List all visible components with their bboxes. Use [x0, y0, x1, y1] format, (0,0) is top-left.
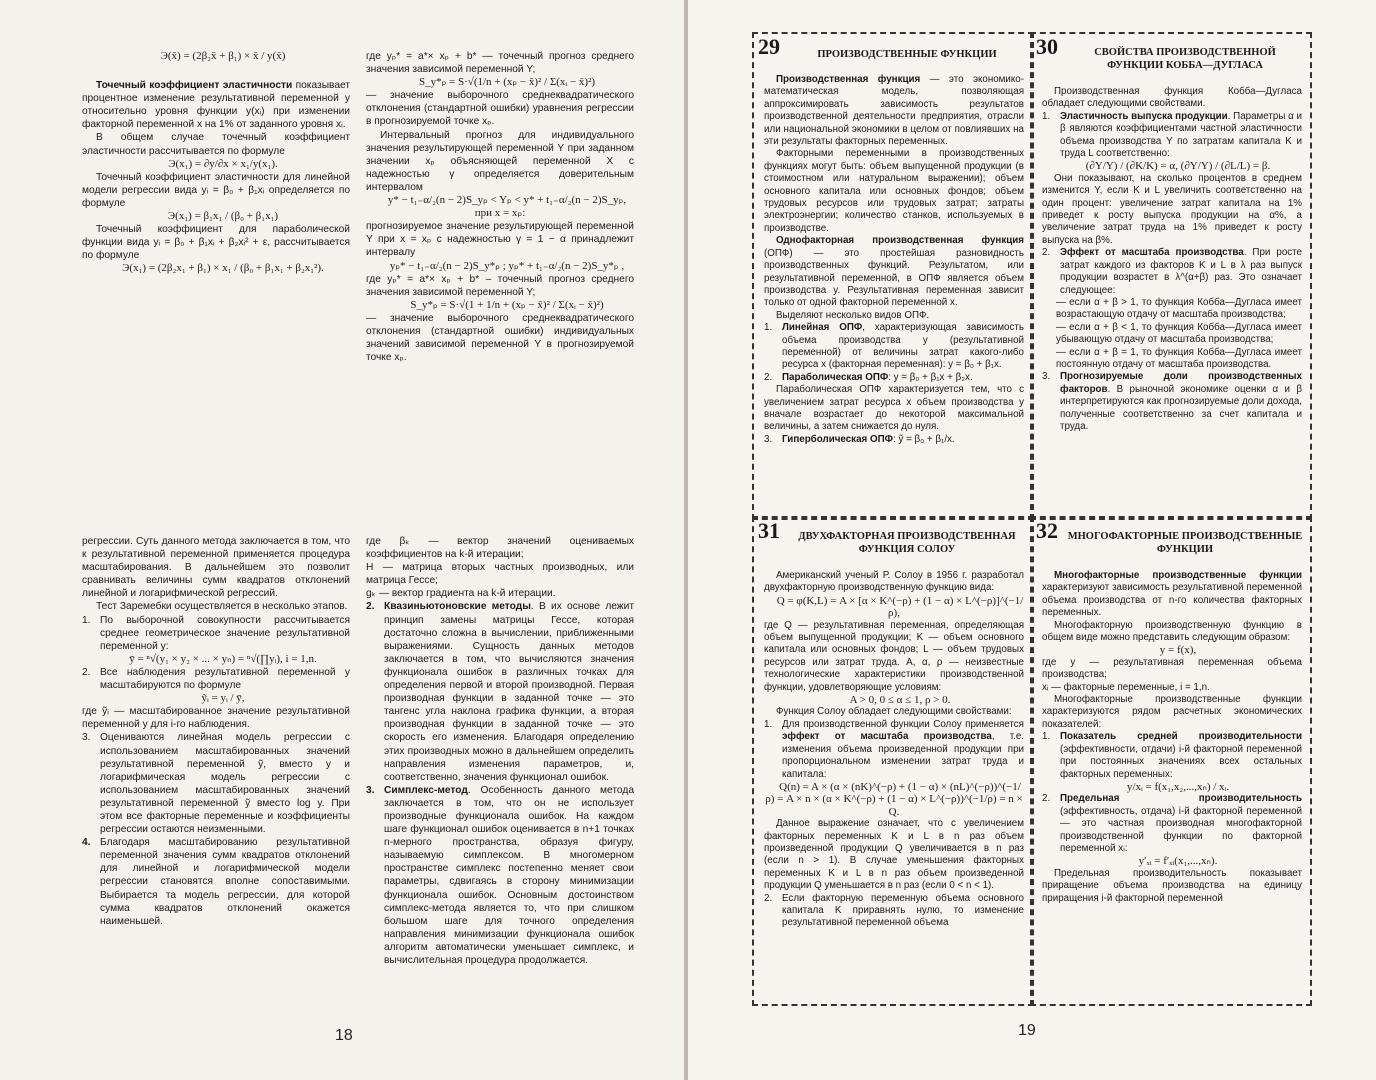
formula-std-error-individual: S_y*ₚ = S·√(1 + 1/n + (xₚ − x̄)² / Σ(xᵢ − x̄)²)	[410, 298, 604, 311]
term-output-elasticity: Эластичность выпуска продукции	[1060, 110, 1228, 122]
formula-average-productivity: y/xᵢ = f(x₁,x₂,...,xₙ) / xᵢ.	[1126, 780, 1230, 793]
card-32	[1030, 516, 1312, 1006]
paragraph	[82, 79, 350, 131]
paragraph: Американский ученый Р. Солоу в 1956 г. разработал двухфакторную производственную функцию вида:	[764, 570, 1024, 594]
properties-list	[1042, 111, 1302, 434]
term-marginal-productivity: Предельная производительность	[1060, 793, 1302, 805]
list-item-text: Если факторную переменную объема основного капитала K приравнять нулю, то изменение результативной переменной объема	[782, 892, 1024, 929]
paragraph-text: показывает процентное изменение результативной переменной у относительно уровня функции y(xᵢ) при изменении факторной переменной x на 1% от заданного уровня xᵢ.	[82, 80, 350, 131]
page-number: 18	[335, 1027, 353, 1044]
paragraph: Данное выражение означает, что с увеличением факторных переменных K и L в n раз объем произведенной продукции Q увеличивается в n раз (если n > 1). В случае уменьшения факторных переменных K и L в n раз объем произведенной продукции Q уменьшается в n раз (если 0 < n < 1).	[764, 818, 1024, 892]
card-31	[752, 516, 1034, 1006]
term-factor-shares: Прогнозируемые доли производственных факторов	[1060, 371, 1302, 395]
list-item: 1. Линейная ОПФ, характеризующая зависимость объема производства y (результативной переменной) от величины затрат какого-либо ресурса x (факторная переменная): y = β₀ + β₁x.	[764, 322, 1024, 371]
formula-elasticity-parabolic: Э(x₁) = (2β₂x₁ + β₁) × x₁ / (β₀ + β₁x₁ + β₂x₁²).	[122, 262, 324, 275]
paragraph: Предельная производительность показывает приращение объема производства на единицу приращения i-й факторной переменной	[1042, 867, 1302, 904]
paragraph: Функция Солоу обладает следующими свойствами:	[776, 706, 1012, 718]
list-item: 2. Если факторную переменную объема основного капитала K приравнять нулю, то изменение результативной переменной объема	[764, 892, 1024, 929]
formula-std-error-mean: S_y*ₚ = S·√(1/n + (xₚ − x̄)² / Σ(xᵢ − x̄)²)	[418, 76, 596, 89]
dash-item: — если α + β > 1, то функция Кобба—Дугласа имеет возрастающую отдачу от масштаба производства;	[1056, 296, 1302, 321]
list-item-text: . Особенность данного метода заключается в том, что он не использует производные функционала ошибок. На каждом шаге функционал ошибок оценивается в n+1 точках n-мерного пространства, образуя фигуру, называемую симплексом. В многомерном пространстве симплекс постепенно меняет свои параметры, сдвигаясь в сторону минимизации функционала ошибок. Основным достоинством симплекс-метода является то, что при слишком большом шаге для точного определения направления минимизации функционала ошибок алгоритм автоматически уменьшает симплекс, и вычислительная процедура продолжается.	[384, 784, 634, 966]
list-item: 2. Все наблюдения результативной переменной y масштабируются по формуле	[82, 666, 350, 692]
card-title: СВОЙСТВА ПРОИЗВОДСТВЕННОЙ ФУНКЦИИ КОББА—ДУГЛАСА	[1094, 47, 1276, 71]
term-quasi-newton: Квазиньютоновские методы	[384, 601, 531, 613]
paragraph: — значение выборочного среднеквадратического отклонения (стандартной ошибки) уравнения регрессии в прогнозируемой точке xₚ.	[366, 90, 634, 128]
list-item: 1. Показатель средней производительности (эффективности, отдачи) i-й факторной переменной при постоянных значениях всех остальных факторных переменных:	[1042, 731, 1302, 780]
left-top-column-2	[366, 50, 634, 480]
card-30	[1030, 32, 1312, 520]
right-page	[688, 0, 1376, 1080]
list-item-text: . При росте затрат каждого из факторов K и L в λ раз выпуск продукции возрастет в λ^(α+β) раз. Это означает следующее:	[1060, 247, 1302, 296]
list-item-text: (эффективности, отдачи) i-й факторной переменной при постоянных значениях всех остальных факторных переменных:	[1060, 743, 1302, 780]
list-item-text: . В рыночной экономике оценки α и β интерпретируются как прогнозируемые доли дохода, полученные соответственно за счет капитала и труда.	[1060, 383, 1302, 432]
term-linear-opf: Линейная ОПФ	[782, 322, 863, 334]
formula-solow: Q = φ(K,L) = A × [α × K^(−ρ) + (1 − α) × L^(−ρ)]^(−1/ρ),	[776, 594, 1024, 620]
indicators-list	[1042, 731, 1302, 905]
paragraph-text: — это экономико-математическая модель, позволяющая аппроксимировать зависимость результатов производственной деятельности предприятия, отрасли или национальной экономики в целом от повлиявших на эти результаты факторных переменных.	[764, 74, 1024, 148]
term-parabolic-opf: Параболическая ОПФ	[782, 371, 889, 383]
list-item-text: (эффективность, отдача) i-й факторной переменной — это частная производная многофакторной производственной функции по факторной переменной xᵢ:	[1060, 805, 1302, 854]
left-bottom-column-2	[366, 535, 634, 1010]
paragraph: где βₖ — вектор значений оцениваемых коэффициентов на k-й итерации;	[366, 536, 634, 561]
paragraph: где yₚ* = a*× xₚ + b* — точечный прогноз среднего значения зависимой переменной Y;	[366, 51, 634, 76]
list-item: 2. Параболическая ОПФ: y = β₀ + β₁x + β₂x.	[764, 371, 973, 383]
list-item-text: Благодаря масштабированию результативной переменной значения сумм квадратов отклонений для линейной и логарифмической модели регрессии становятся вполне сопоставимыми. Выбирается та модель регрессии, для которой сумма квадратов отклонений окажется наименьшей.	[100, 837, 350, 927]
methods-list	[366, 600, 634, 967]
paragraph: Многофакторную производственную функцию в общем виде можно представить следующим образом:	[1042, 619, 1302, 644]
paragraph: Производственная функция Кобба—Дугласа обладает следующими свойствами.	[1042, 86, 1302, 110]
term-scale-effect: эффект от масштаба производства	[782, 731, 992, 743]
formula-elasticity-parabolic-mean: Э(x̄) = (2β₂x̄ + β₁) × x̄ / y(x̄)	[160, 50, 286, 62]
list-item-text: Для производственной функции Солоу применяется	[782, 718, 1024, 730]
paragraph: Выделяют несколько видов ОПФ.	[776, 309, 930, 321]
card-title: МНОГОФАКТОРНЫЕ ПРОИЗВОДСТВЕННЫЕ ФУНКЦИИ	[1067, 531, 1303, 555]
list-item-text: По выборочной совокупности рассчитывается среднее геометрическое значение результативной переменной y:	[100, 614, 350, 652]
formula-elasticity-general: Э(x₁) = ∂y/∂x × x₁/y(x₁).	[168, 157, 278, 170]
list-item: 4. Благодаря масштабированию результативной переменной значения сумм квадратов отклонений для линейной и логарифмической модели регрессии становятся вполне сопоставимыми. Выбирается та модель регрессии, для которой сумма квадратов отклонений окажется наименьшей.	[82, 837, 350, 927]
list-item-text: . Параметры α и β являются коэффициентами частной эластичности объема производства Y по затратам капитала K и труда L соответственно:	[1060, 110, 1302, 160]
paragraph: Многофакторные производственные функции характеризуются рядом расчетных экономических показателей:	[1042, 694, 1302, 730]
paragraph: прогнозируемое значение результирующей переменной Y при x = xₚ с надежностью γ = 1 − α принадлежит интервалу	[366, 221, 634, 259]
term-scale-effect: Эффект от масштаба производства	[1060, 247, 1244, 259]
formula-scale: Q(n) = A × (α × (nK)^(−ρ) + (1 − α) × (nL)^(−ρ))^(−1/ρ) = A × n × (α × K^(−ρ) + (1 − α) × L^(−ρ))^(−1/ρ) = n × Q.	[765, 780, 1023, 818]
list-item: 1. По выборочной совокупности рассчитывается среднее геометрическое значение результативной переменной y:	[82, 614, 350, 652]
formula-confidence-interval: y* − t₁₋α/₂(n − 2)S_yₚ < Yₚ < y* + t₁₋α/₂(n − 2)S_yₚ, при x = xₚ:	[387, 194, 627, 220]
list-item-text: : ỹ = β₀ + β₁/x.	[893, 433, 955, 445]
left-top-column-1	[82, 50, 350, 470]
dash-item: — если α + β = 1, то функция Кобба—Дугласа имеет постоянную отдачу от масштаба производства.	[1056, 346, 1302, 370]
paragraph: Они показывают, на сколько процентов в среднем изменится Y, если K и L увеличить соответственно на один процент: увеличение затрат капитала на 1% приведет к росту выпуска продукции на α%, а увеличение затрат труда на 1% приведет к росту выпуска на β%.	[1042, 172, 1302, 246]
card-number: 31	[758, 518, 780, 543]
list-item: 3. Гиперболическая ОПФ: ỹ = β₀ + β₁/x.	[764, 433, 955, 445]
paragraph: Интервальный прогноз для индивидуального значения результирующей переменной Y при заданном значении xₚ объясняющей переменной X с надежностью γ определяется доверительным интервалом	[366, 129, 634, 193]
formula-elasticity-linear: Э(x₁) = β₁x₁ / (β₀ + β₁x₁)	[167, 210, 279, 223]
formula-partial-elasticity: (∂Y/Y) / (∂K/K) = α, (∂Y/Y) / (∂L/L) = β.	[1085, 160, 1271, 173]
formula-general: y = f(x),	[1159, 644, 1197, 657]
list-item: 3. Симплекс-метод. Особенность данного метода заключается в том, что он не использует производные функционала ошибок. На каждом шаге функционал ошибок оценивается в n+1 точках n-мерного пространства, образуя фигуру, называемую симплексом. В многомерном пространстве симплекс постепенно меняет свои параметры, сдвигаясь в сторону минимизации функционала ошибок. Основным достоинством симплекс-метода является то, что при слишком большом шаге для точного определения направления минимизации функционала ошибок алгоритм автоматически уменьшает симплекс, и вычислительная процедура продолжается.	[366, 784, 634, 966]
left-bottom-column-1	[82, 535, 350, 1010]
paragraph: H — матрица вторых частных производных, или матрица Гессе;	[366, 562, 634, 587]
paragraph-text: характеризуют зависимость результативной переменной объема производства от n-го количества факторных переменных.	[1042, 582, 1302, 619]
list-item-text: Все наблюдения результативной переменной y масштабируются по формуле	[100, 666, 350, 692]
card-number: 29	[758, 34, 780, 59]
list-item: 3. Прогнозируемые доли производственных факторов. В рыночной экономике оценки α и β интерпретируются как прогнозируемые доли дохода, полученные соответственно за счет капитала и труда.	[1042, 371, 1302, 432]
formula-forecast-interval: yₚ* − t₁₋α/₂(n − 2)S_y*ₚ ; yₚ* + t₁₋α/₂(n − 2)S_y*ₚ ,	[389, 259, 625, 272]
list-item: 1. Эластичность выпуска продукции. Параметры α и β являются коэффициентами частной эластичности объема производства Y по затратам капитала K и труда L соответственно:	[1042, 110, 1302, 160]
list-item: 3. Оцениваются линейная модель регрессии с использованием масштабированных значений результативной переменной ỹ, вместо y и логарифмическая модель регрессии с использованием масштабированных значений результативной переменной ỹ вместо log y. При этом все факторные переменные и коэффициенты регрессии остаются неизменными.	[82, 732, 350, 836]
paragraph: где Q — результативная переменная, определяющая объем выпущенной продукции; K — объем основного капитала или основных фондов; L — объем трудовых ресурсов или затрат труда. A, α, ρ — неизвестные технологические характеристики производственной функции, удовлетворяющие условиям:	[764, 619, 1024, 693]
card-title: ДВУХФАКТОРНАЯ ПРОИЗВОДСТВЕННАЯ ФУНКЦИЯ СОЛОУ	[798, 531, 1016, 555]
paragraph: регрессии. Суть данного метода заключается в том, что к результативной переменной применяется процедура масштабирования. В дальнейшем это позволит сравнивать величины сумм квадратов отклонений линейной и логарифмической регрессий.	[82, 536, 350, 600]
left-page	[0, 0, 684, 1080]
paragraph: Точечный коэффициент эластичности для линейной модели регрессии вида yᵢ = β₀ + β₁xᵢ определяется по формуле	[82, 171, 350, 209]
list-item: 2. Квазиньютоновские методы. В их основе лежит принцип замены матрицы Гессе, которая достаточно сложна в вычислении, приближенными выражениями. Сущность данных методов заключается в том, что вычисляются значения функционала ошибок в различных точках для определения первой и второй производной. Первая производная функции в заданной точке — это тангенс угла наклона графика функции, а вторая производная функции в заданной точке — это скорость его изменения. Благодаря определению этих производных можно в дальнейшем определить направления изменения параметров, и, соответственно, значения функционал ошибок.	[366, 601, 634, 783]
list-item-text: Оцениваются линейная модель регрессии с использованием масштабированных значений результативной переменной ỹ, вместо y и логарифмическая модель регрессии с использованием масштабированных значений результативной переменной ỹ вместо log y. При этом все факторные переменные и коэффициенты регрессии остаются неизменными.	[100, 732, 350, 836]
list-item-text: , т.е. изменения объема произведенной продукции при пропорциональном изменении затрат труда и капитала:	[782, 731, 1024, 780]
paragraph: где ỹᵢ — масштабированное значение результативной переменной y для i-го наблюдения.	[82, 706, 350, 731]
list-item: 2. Эффект от масштаба производства. При росте затрат каждого из факторов K и L в λ раз выпуск продукции возрастет в λ^(α+β) раз. Это означает следующее:	[1042, 247, 1302, 296]
formula-marginal-productivity: y′ₓᵢ = f′ₓᵢ(x₁,...,xₙ).	[1138, 855, 1218, 868]
formula-scaling: ỹᵢ = yᵢ / ȳ,	[201, 692, 245, 705]
list-item-text: , характеризующая зависимость объема производства y (результативной переменной) от величины затрат какого-либо ресурса x (факторная переменная): y = β₀ + β₁x.	[782, 322, 1024, 371]
term-hyperbolic-opf: Гиперболическая ОПФ	[782, 433, 893, 445]
paragraph: — значение выборочного среднеквадратического отклонения (стандартной ошибки) индивидуальных значений зависимой переменной Y в прогнозируемой точке xₚ.	[366, 312, 634, 364]
paragraph: В общем случае точечный коэффициент эластичности рассчитывается по формуле	[82, 132, 350, 157]
paragraph: Параболическая ОПФ характеризуется тем, что с увеличением затрат ресурса x объем производства y вначале возрастает до некоторой максимальной величины, а затем снижается до нуля.	[764, 384, 1024, 433]
term-point-elasticity: Точечный коэффициент эластичности	[96, 80, 293, 92]
term-multifactor: Многофакторные производственные функции	[1054, 570, 1302, 581]
paragraph: Факторными переменными в производственных функциях могут быть: объем выпущенной продукции (в стоимостном или натуральном выражении); объем основного капитала или основных фондов; объем трудовых ресурсов или трудовых затрат; затраты электроэнергии; количество станков, используемых в производстве.	[764, 148, 1024, 234]
term-production-function: Производственная функция	[776, 74, 921, 85]
list-item-text: : y = β₀ + β₁x + β₂x.	[888, 371, 973, 383]
paragraph: где y — результативная переменная объема производства;	[1042, 656, 1302, 681]
term-single-factor: Однофакторная производственная функция	[776, 235, 1024, 247]
term-average-productivity: Показатель средней производительности	[1060, 731, 1302, 743]
steps-list	[82, 614, 350, 928]
paragraph: gₖ — вектор градиента на k-й итерации.	[366, 588, 556, 600]
solow-properties-list	[764, 719, 1024, 930]
opf-types-list	[764, 322, 1024, 446]
page-number: 19	[1018, 1022, 1036, 1039]
card-body	[1042, 86, 1302, 512]
paragraph: Точечный коэффициент для параболической функции вида yᵢ = β₀ + β₁xᵢ + β₂xᵢ² + ε, рассчитывается по формуле	[82, 224, 350, 262]
formula-conditions: A > 0, 0 ≤ α ≤ 1, ρ > 0.	[849, 694, 951, 707]
term-simplex: Симплекс-метод	[384, 784, 468, 796]
card-29	[752, 32, 1034, 520]
paragraph: Тест Заремебки осуществляется в несколько этапов.	[96, 601, 348, 613]
paragraph: xᵢ — факторные переменные, i = 1,n.	[1042, 681, 1210, 693]
paragraph: где yₚ* = a*× xₚ + b* – точечный прогноз среднего значения зависимой переменной Y;	[366, 273, 634, 298]
list-item: 1. Для производственной функции Солоу применяется эффект от масштаба производства, т.е. изменения объема произведенной продукции при пропорциональном изменении затрат труда и капитала:	[764, 718, 1024, 780]
card-number: 30	[1036, 34, 1058, 59]
dash-item: — если α + β < 1, то функция Кобба—Дугласа имеет убывающую отдачу от масштаба производства;	[1056, 321, 1302, 346]
card-number: 32	[1036, 518, 1058, 543]
paragraph-text: (ОПФ) — это простейшая разновидность производственных функций. Результатом, или результативной переменной, в ОПФ является объем производства y. Результативная переменная зависит только от одной факторной переменной x.	[764, 247, 1024, 309]
list-item-text: . В их основе лежит принцип замены матрицы Гессе, которая достаточно сложна в вычислении, приближенными выражениями. Сущность данных методов заключается в том, что вычисляются значения функционала ошибок в различных точках для определения первой и второй производной. Первая производная функции в заданной точке — это тангенс угла наклона графика функции, а вторая производная функции в заданной точке — это скорость его изменения. Благодаря определению этих производных можно в дальнейшем определить направления изменения параметров, и, соответственно, значения функционал ошибок.	[384, 601, 634, 783]
list-item: 2. Предельная производительность (эффективность, отдача) i-й факторной переменной — это частная производная многофакторной производственной функции по факторной переменной xᵢ:	[1042, 793, 1302, 854]
card-body	[1042, 570, 1302, 1000]
card-title: ПРОИЗВОДСТВЕННЫЕ ФУНКЦИИ	[817, 49, 997, 60]
card-body	[764, 570, 1024, 1000]
formula-geometric-mean: ȳ = ⁿ√(y₁ × y₂ × ... × yₙ) = ⁿ√(∏yᵢ), i = 1,n.	[129, 652, 317, 665]
card-body	[764, 74, 1024, 512]
